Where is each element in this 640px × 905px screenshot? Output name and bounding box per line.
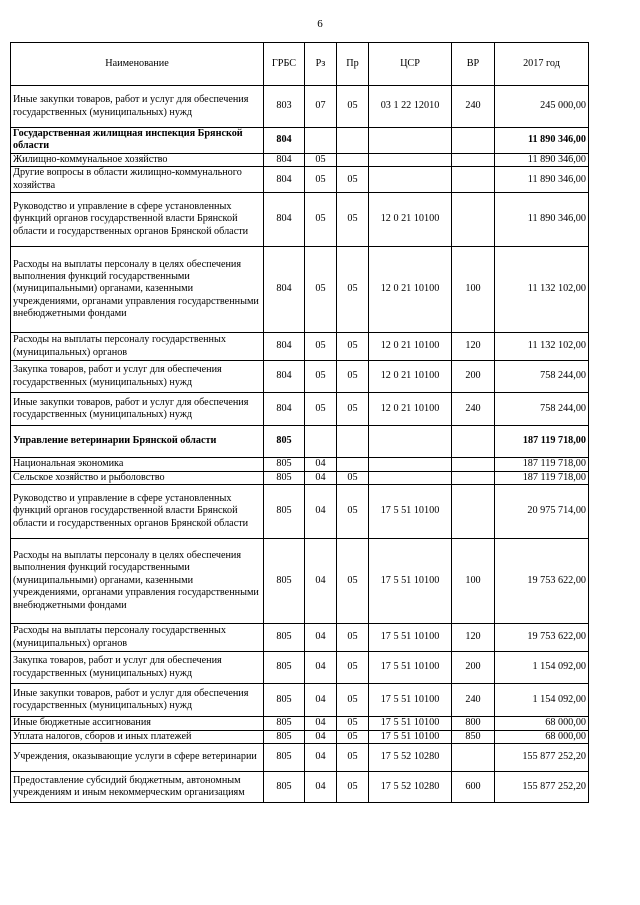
cell-pr: 05 xyxy=(337,86,369,128)
cell-rz: 04 xyxy=(305,485,337,539)
cell-grbs: 805 xyxy=(264,624,305,652)
cell-pr: 05 xyxy=(337,730,369,743)
cell-pr xyxy=(337,426,369,458)
cell-vr: 240 xyxy=(452,86,495,128)
cell-pr: 05 xyxy=(337,771,369,802)
cell-csr: 12 0 21 10100 xyxy=(369,333,452,361)
cell-grbs: 804 xyxy=(264,333,305,361)
cell-rz xyxy=(305,426,337,458)
cell-grbs: 805 xyxy=(264,426,305,458)
cell-rz: 05 xyxy=(305,333,337,361)
cell-csr: 03 1 22 12010 xyxy=(369,86,452,128)
cell-amount-2017: 11 890 346,00 xyxy=(495,128,589,154)
cell-csr xyxy=(369,153,452,166)
cell-rz: 05 xyxy=(305,247,337,333)
cell-grbs: 804 xyxy=(264,167,305,193)
table-row xyxy=(11,684,589,717)
cell-pr xyxy=(337,128,369,154)
cell-csr: 17 5 52 10280 xyxy=(369,743,452,771)
cell-csr: 12 0 21 10100 xyxy=(369,361,452,393)
cell-pr: 05 xyxy=(337,393,369,426)
cell-grbs: 805 xyxy=(264,539,305,624)
table-row xyxy=(11,730,589,743)
budget-table xyxy=(10,42,589,803)
cell-amount-2017: 187 119 718,00 xyxy=(495,471,589,484)
cell-grbs: 805 xyxy=(264,743,305,771)
cell-csr xyxy=(369,471,452,484)
cell-grbs: 805 xyxy=(264,684,305,717)
cell-vr xyxy=(452,458,495,471)
cell-name: Жилищно-коммунальное хозяйство xyxy=(11,153,264,166)
cell-rz: 04 xyxy=(305,458,337,471)
header-pr: Пр xyxy=(337,43,369,86)
cell-amount-2017: 11 132 102,00 xyxy=(495,247,589,333)
cell-pr: 05 xyxy=(337,471,369,484)
cell-pr: 05 xyxy=(337,193,369,247)
table-row xyxy=(11,471,589,484)
cell-pr: 05 xyxy=(337,361,369,393)
cell-name: Иные закупки товаров, работ и услуг для обеспечения государственных (муниципальных) нужд xyxy=(11,86,264,128)
cell-csr: 17 5 51 10100 xyxy=(369,684,452,717)
cell-amount-2017: 1 154 092,00 xyxy=(495,684,589,717)
cell-vr xyxy=(452,193,495,247)
cell-vr: 200 xyxy=(452,361,495,393)
cell-amount-2017: 155 877 252,20 xyxy=(495,743,589,771)
cell-name: Расходы на выплаты персоналу государственных (муниципальных) органов xyxy=(11,624,264,652)
cell-rz: 05 xyxy=(305,193,337,247)
cell-rz: 05 xyxy=(305,361,337,393)
cell-rz: 04 xyxy=(305,730,337,743)
cell-grbs: 804 xyxy=(264,153,305,166)
cell-name: Иные закупки товаров, работ и услуг для обеспечения государственных (муниципальных) нужд xyxy=(11,393,264,426)
cell-pr: 05 xyxy=(337,167,369,193)
table-row xyxy=(11,128,589,154)
cell-pr: 05 xyxy=(337,333,369,361)
cell-vr: 240 xyxy=(452,684,495,717)
cell-pr xyxy=(337,153,369,166)
cell-grbs: 803 xyxy=(264,86,305,128)
cell-rz: 04 xyxy=(305,771,337,802)
cell-amount-2017: 20 975 714,00 xyxy=(495,485,589,539)
cell-name: Государственная жилищная инспекция Брянской области xyxy=(11,128,264,154)
header-grbs: ГРБС xyxy=(264,43,305,86)
cell-name: Управление ветеринарии Брянской области xyxy=(11,426,264,458)
page-number: 6 xyxy=(317,18,323,30)
cell-amount-2017: 11 890 346,00 xyxy=(495,153,589,166)
cell-grbs: 805 xyxy=(264,771,305,802)
cell-amount-2017: 11 890 346,00 xyxy=(495,193,589,247)
cell-pr: 05 xyxy=(337,624,369,652)
cell-name: Иные бюджетные ассигнования xyxy=(11,717,264,730)
cell-pr: 05 xyxy=(337,247,369,333)
cell-amount-2017: 19 753 622,00 xyxy=(495,539,589,624)
cell-amount-2017: 68 000,00 xyxy=(495,717,589,730)
cell-csr: 17 5 51 10100 xyxy=(369,652,452,684)
cell-pr: 05 xyxy=(337,485,369,539)
cell-grbs: 805 xyxy=(264,458,305,471)
cell-name: Руководство и управление в сфере установленных функций органов государственной власти Брянской области и государственных органов Брянской области xyxy=(11,193,264,247)
cell-grbs: 805 xyxy=(264,485,305,539)
table-row xyxy=(11,624,589,652)
cell-vr: 200 xyxy=(452,652,495,684)
cell-name: Расходы на выплаты персоналу в целях обеспечения выполнения функций государственными (муниципальными) органами, казенными учреждениями, органами управления государственными внебюджетными фондами xyxy=(11,247,264,333)
table-row xyxy=(11,86,589,128)
header-csr: ЦСР xyxy=(369,43,452,86)
cell-name: Национальная экономика xyxy=(11,458,264,471)
cell-rz: 04 xyxy=(305,743,337,771)
cell-vr: 120 xyxy=(452,333,495,361)
cell-name: Расходы на выплаты персоналу в целях обеспечения выполнения функций государственными (муниципальными) органами, казенными учреждениями, органами управления государственными внебюджетными фондами xyxy=(11,539,264,624)
cell-grbs: 804 xyxy=(264,361,305,393)
cell-csr: 17 5 51 10100 xyxy=(369,717,452,730)
table-row xyxy=(11,167,589,193)
table-body xyxy=(11,86,589,803)
table-row xyxy=(11,426,589,458)
table-row xyxy=(11,485,589,539)
cell-rz: 04 xyxy=(305,717,337,730)
cell-name: Руководство и управление в сфере установленных функций органов государственной власти Брянской области и государственных органов Брянской области xyxy=(11,485,264,539)
cell-amount-2017: 758 244,00 xyxy=(495,393,589,426)
table-row xyxy=(11,247,589,333)
cell-rz: 05 xyxy=(305,153,337,166)
cell-rz: 05 xyxy=(305,393,337,426)
cell-amount-2017: 68 000,00 xyxy=(495,730,589,743)
cell-grbs: 805 xyxy=(264,471,305,484)
cell-vr xyxy=(452,426,495,458)
cell-amount-2017: 11 132 102,00 xyxy=(495,333,589,361)
cell-csr: 12 0 21 10100 xyxy=(369,247,452,333)
cell-name: Учреждения, оказывающие услуги в сфере ветеринарии xyxy=(11,743,264,771)
header-name: Наименование xyxy=(11,43,264,86)
cell-amount-2017: 187 119 718,00 xyxy=(495,458,589,471)
cell-vr: 240 xyxy=(452,393,495,426)
cell-grbs: 805 xyxy=(264,730,305,743)
cell-vr xyxy=(452,153,495,166)
cell-name: Другие вопросы в области жилищно-коммунального хозяйства xyxy=(11,167,264,193)
cell-pr: 05 xyxy=(337,652,369,684)
cell-vr: 100 xyxy=(452,247,495,333)
cell-name: Закупка товаров, работ и услуг для обеспечения государственных (муниципальных) нужд xyxy=(11,361,264,393)
cell-pr: 05 xyxy=(337,743,369,771)
cell-pr: 05 xyxy=(337,539,369,624)
header-rz: Рз xyxy=(305,43,337,86)
table-row xyxy=(11,652,589,684)
cell-name: Закупка товаров, работ и услуг для обеспечения государственных (муниципальных) нужд xyxy=(11,652,264,684)
cell-csr: 17 5 51 10100 xyxy=(369,485,452,539)
cell-rz: 04 xyxy=(305,624,337,652)
cell-csr xyxy=(369,167,452,193)
cell-name: Расходы на выплаты персоналу государственных (муниципальных) органов xyxy=(11,333,264,361)
cell-vr xyxy=(452,743,495,771)
cell-rz: 04 xyxy=(305,539,337,624)
cell-name: Уплата налогов, сборов и иных платежей xyxy=(11,730,264,743)
cell-amount-2017: 187 119 718,00 xyxy=(495,426,589,458)
cell-grbs: 805 xyxy=(264,652,305,684)
table-row xyxy=(11,193,589,247)
cell-grbs: 804 xyxy=(264,393,305,426)
cell-vr xyxy=(452,167,495,193)
header-vr: ВР xyxy=(452,43,495,86)
cell-grbs: 804 xyxy=(264,193,305,247)
cell-vr xyxy=(452,128,495,154)
cell-amount-2017: 19 753 622,00 xyxy=(495,624,589,652)
cell-amount-2017: 245 000,00 xyxy=(495,86,589,128)
table-row xyxy=(11,539,589,624)
table-row xyxy=(11,393,589,426)
table-row xyxy=(11,361,589,393)
cell-csr: 12 0 21 10100 xyxy=(369,193,452,247)
cell-grbs: 804 xyxy=(264,247,305,333)
cell-grbs: 805 xyxy=(264,717,305,730)
cell-rz: 04 xyxy=(305,684,337,717)
table-row xyxy=(11,717,589,730)
cell-csr xyxy=(369,128,452,154)
cell-name: Иные закупки товаров, работ и услуг для обеспечения государственных (муниципальных) нужд xyxy=(11,684,264,717)
cell-rz: 07 xyxy=(305,86,337,128)
cell-pr: 05 xyxy=(337,684,369,717)
cell-amount-2017: 758 244,00 xyxy=(495,361,589,393)
cell-vr: 120 xyxy=(452,624,495,652)
cell-pr: 05 xyxy=(337,717,369,730)
cell-name: Сельское хозяйство и рыболовство xyxy=(11,471,264,484)
cell-name: Предоставление субсидий бюджетным, автономным учреждениям и иным некоммерческим организациям xyxy=(11,771,264,802)
cell-csr: 17 5 52 10280 xyxy=(369,771,452,802)
cell-rz: 04 xyxy=(305,652,337,684)
table-row xyxy=(11,458,589,471)
cell-csr: 17 5 51 10100 xyxy=(369,624,452,652)
table-header-row xyxy=(11,43,589,86)
cell-vr xyxy=(452,485,495,539)
cell-csr xyxy=(369,458,452,471)
table-row xyxy=(11,153,589,166)
cell-amount-2017: 11 890 346,00 xyxy=(495,167,589,193)
cell-amount-2017: 155 877 252,20 xyxy=(495,771,589,802)
cell-csr: 17 5 51 10100 xyxy=(369,730,452,743)
table-row xyxy=(11,743,589,771)
cell-rz xyxy=(305,128,337,154)
cell-amount-2017: 1 154 092,00 xyxy=(495,652,589,684)
cell-csr: 17 5 51 10100 xyxy=(369,539,452,624)
cell-csr xyxy=(369,426,452,458)
cell-csr: 12 0 21 10100 xyxy=(369,393,452,426)
cell-vr: 850 xyxy=(452,730,495,743)
cell-rz: 05 xyxy=(305,167,337,193)
cell-vr xyxy=(452,471,495,484)
cell-rz: 04 xyxy=(305,471,337,484)
cell-grbs: 804 xyxy=(264,128,305,154)
header-year-2017: 2017 год xyxy=(495,43,589,86)
table-row xyxy=(11,333,589,361)
cell-vr: 100 xyxy=(452,539,495,624)
cell-vr: 600 xyxy=(452,771,495,802)
cell-pr xyxy=(337,458,369,471)
cell-vr: 800 xyxy=(452,717,495,730)
table-row xyxy=(11,771,589,802)
